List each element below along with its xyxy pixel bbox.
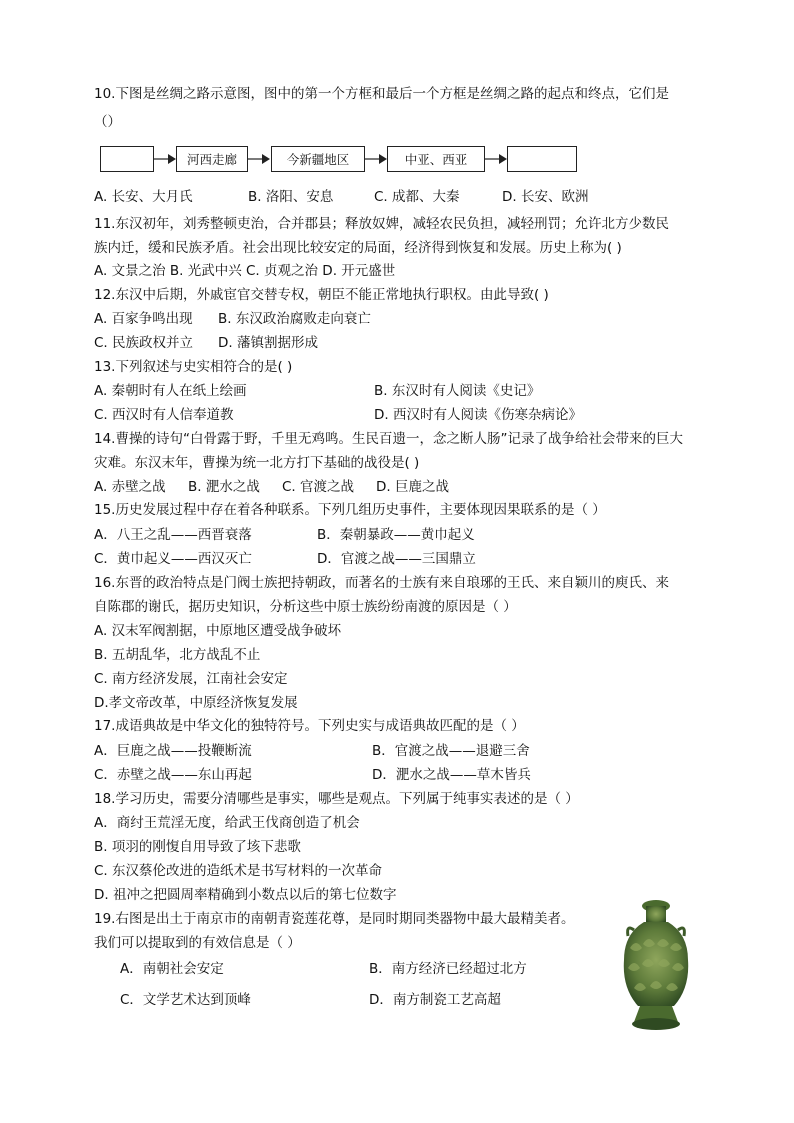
- q11-stem-line1: 11.东汉初年，刘秀整顿吏治，合并郡县；释放奴婢，减轻农民负担，减轻刑罚；允许北方少数民: [94, 216, 669, 232]
- flow-box-central-asia: 中亚、西亚: [387, 146, 485, 172]
- q14-stem-line1: 14.曹操的诗句“白骨露于野，千里无鸡鸣。生民百遗一，念之断人肠”记录了战争给社会带来的巨大: [94, 431, 683, 447]
- q16-option-d[interactable]: D.孝文帝改革，中原经济恢复发展: [94, 695, 298, 711]
- q18-stem: 18.学习历史，需要分清哪些是事实，哪些是观点。下列属于纯事实表述的是（ ）: [94, 791, 579, 807]
- arrow-right-icon: [365, 152, 387, 166]
- flow-box-xinjiang: 今新疆地区: [271, 146, 365, 172]
- q18-option-b[interactable]: B. 项羽的刚愎自用导致了垓下悲歌: [94, 839, 301, 855]
- q13-option-b[interactable]: B. 东汉时有人阅读《史记》: [374, 383, 541, 399]
- q17-stem: 17.成语典故是中华文化的独特符号。下列史实与成语典故匹配的是（ ）: [94, 718, 525, 734]
- q19-option-d[interactable]: D．南方制瓷工艺高超: [369, 992, 501, 1008]
- q15-stem: 15.历史发展过程中存在着各种联系。下列几组历史事件，主要体现因果联系的是（ ）: [94, 502, 606, 518]
- q14-stem-line2: 灾难。东汉末年，曹操为统一北方打下基础的战役是( ): [94, 455, 420, 471]
- q12-option-a[interactable]: A. 百家争鸣出现: [94, 311, 193, 327]
- flow-box-hexi: 河西走廊: [176, 146, 248, 172]
- q12-option-d[interactable]: D. 藩镇割据形成: [218, 335, 318, 351]
- q16-stem-line2: 自陈郡的谢氏，据历史知识，分析这些中原士族纷纷南渡的原因是（ ）: [94, 599, 517, 615]
- q16-option-a[interactable]: A. 汉末军阀割据，中原地区遭受战争破坏: [94, 623, 342, 639]
- q10-option-a[interactable]: A. 长安、大月氏: [94, 189, 193, 205]
- q16-option-b[interactable]: B. 五胡乱华，北方战乱不止: [94, 647, 261, 663]
- q10-stem-line2: （）: [94, 114, 121, 130]
- q10-option-c[interactable]: C. 成都、大秦: [374, 189, 460, 205]
- q18-option-a[interactable]: A．商纣王荒淫无度，给武王伐商创造了机会: [94, 815, 360, 831]
- q15-option-b[interactable]: B．秦朝暴政——黄巾起义: [317, 527, 475, 543]
- flow-box-end: [507, 146, 577, 172]
- q17-option-b[interactable]: B．官渡之战——退避三舍: [372, 743, 530, 759]
- q17-option-a[interactable]: A．巨鹿之战——投鞭断流: [94, 743, 252, 759]
- q13-option-d[interactable]: D. 西汉时有人阅读《伤寒杂病论》: [374, 407, 582, 423]
- q10-stem-line1: 10.下图是丝绸之路示意图，图中的第一个方框和最后一个方框是丝绸之路的起点和终点，它们是: [94, 86, 669, 102]
- arrow-right-icon: [154, 152, 176, 166]
- q13-option-c[interactable]: C. 西汉时有人信奉道教: [94, 407, 234, 423]
- q18-option-c[interactable]: C. 东汉蔡伦改进的造纸术是书写材料的一次革命: [94, 863, 383, 879]
- arrow-right-icon: [248, 152, 270, 166]
- q19-stem-line1: 19.右图是出土于南京市的南朝青瓷莲花尊，是同时期同类器物中最大最精美者。: [94, 911, 575, 927]
- q15-option-a[interactable]: A．八王之乱——西晋衰落: [94, 527, 252, 543]
- q10-option-d[interactable]: D. 长安、欧洲: [502, 189, 589, 205]
- q14-option-a[interactable]: A. 赤壁之战: [94, 479, 166, 495]
- q16-stem-line1: 16.东晋的政治特点是门阀士族把持朝政，而著名的士族有来自琅琊的王氏、来自颖川的庾氏、来: [94, 575, 669, 591]
- q17-option-c[interactable]: C．赤壁之战——东山再起: [94, 767, 252, 783]
- q15-option-d[interactable]: D．官渡之战——三国鼎立: [317, 551, 476, 567]
- q18-option-d[interactable]: D. 祖冲之把圆周率精确到小数点以后的第七位数字: [94, 887, 397, 903]
- q19-option-c[interactable]: C．文学艺术达到顶峰: [120, 992, 251, 1008]
- q17-option-d[interactable]: D．淝水之战——草木皆兵: [372, 767, 531, 783]
- celadon-lotus-vase-icon: [616, 898, 696, 1038]
- q14-option-c[interactable]: C. 官渡之战: [282, 479, 355, 495]
- q13-stem: 13.下列叙述与史实相符合的是( ): [94, 359, 293, 375]
- q13-option-a[interactable]: A. 秦朝时有人在纸上绘画: [94, 383, 247, 399]
- q10-option-b[interactable]: B. 洛阳、安息: [248, 189, 334, 205]
- q11-options[interactable]: A. 文景之治 B. 光武中兴 C. 贞观之治 D. 开元盛世: [94, 263, 396, 279]
- q12-option-b[interactable]: B. 东汉政治腐败走向衰亡: [218, 311, 371, 327]
- q19-option-b[interactable]: B．南方经济已经超过北方: [369, 961, 527, 977]
- flow-box-start: [100, 146, 154, 172]
- q15-option-c[interactable]: C．黄巾起义——西汉灭亡: [94, 551, 252, 567]
- q19-option-a[interactable]: A．南朝社会安定: [120, 961, 224, 977]
- q16-option-c[interactable]: C. 南方经济发展，江南社会安定: [94, 671, 288, 687]
- q14-option-d[interactable]: D. 巨鹿之战: [376, 479, 449, 495]
- q11-stem-line2: 族内迁，缓和民族矛盾。社会出现比较安定的局面，经济得到恢复和发展。历史上称为( ): [94, 240, 622, 256]
- arrow-right-icon: [485, 152, 507, 166]
- q12-stem: 12.东汉中后期，外戚宦官交替专权，朝臣不能正常地执行职权。由此导致( ): [94, 287, 549, 303]
- q12-option-c[interactable]: C. 民族政权并立: [94, 335, 194, 351]
- q14-option-b[interactable]: B. 淝水之战: [188, 479, 260, 495]
- q19-stem-line2: 我们可以提取到的有效信息是（ ）: [94, 935, 301, 951]
